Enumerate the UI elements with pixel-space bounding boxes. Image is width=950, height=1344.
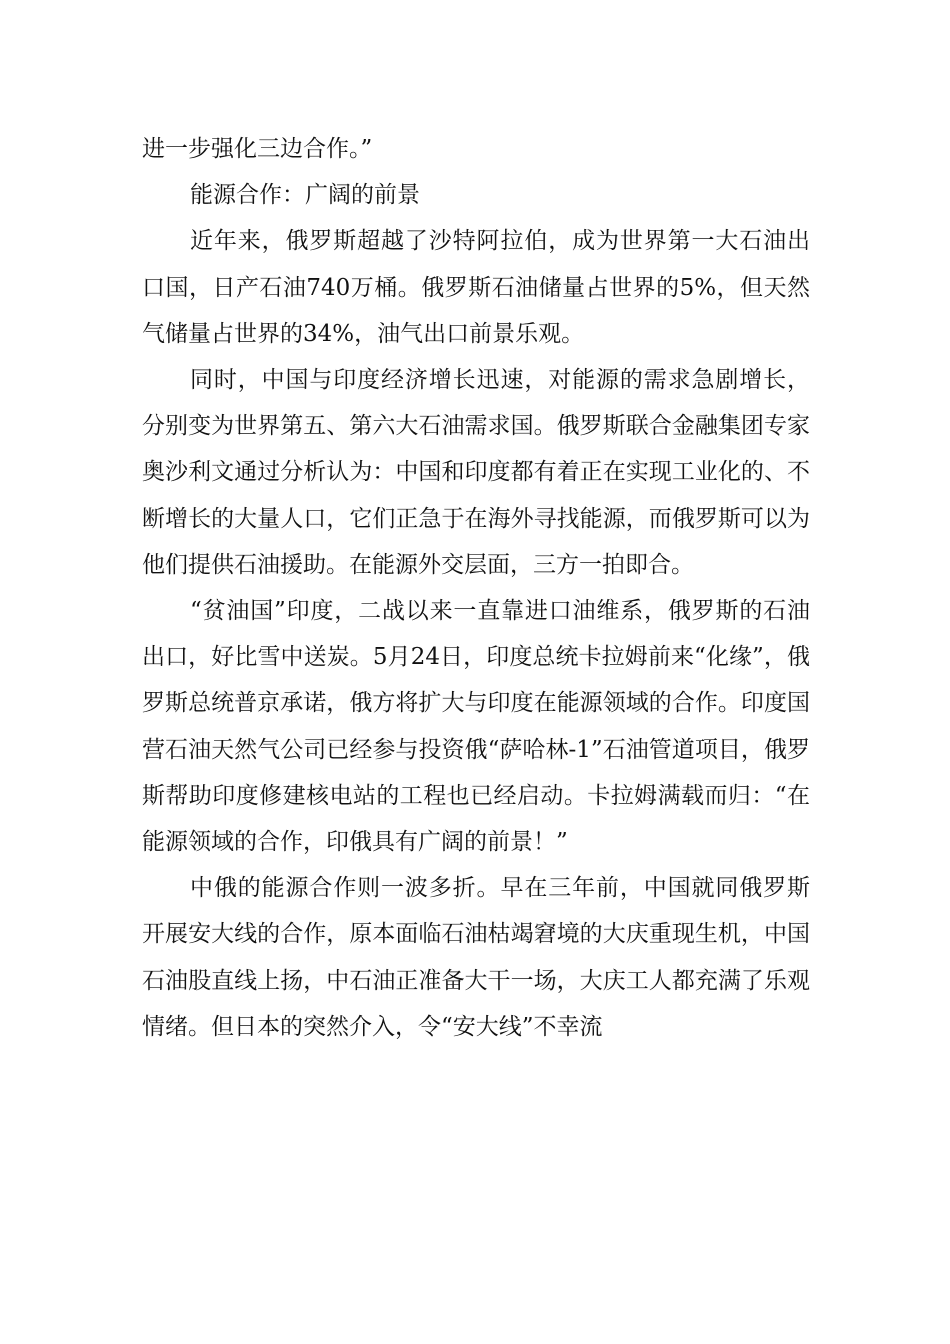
paragraph-continuation: 进一步强化三边合作。” [142, 136, 373, 162]
paragraph: 同时，中国与印度经济增长迅速，对能源的需求急剧增长，分别变为世界第五、第六大石油需求国。俄罗斯联合金融集团专家奥沙利文通过分析认为：中国和印度都有着正在实现工业化的、不断增长的大量人口，它们正急于在海外寻找能源，而俄罗斯可以为他们提供石油援助。在能源外交层面，三方一拍即合。 [142, 367, 810, 578]
paragraph: 中俄的能源合作则一波多折。早在三年前，中国就同俄罗斯开展安大线的合作，原本面临石油枯竭窘境的大庆重现生机，中国石油股直线上扬，中石油正准备大干一场，大庆工人都充满了乐观情绪。但日本的突然介入，令“安大线”不幸流 [142, 875, 810, 1040]
paragraph: “贫油国”印度，二战以来一直靠进口油维系，俄罗斯的石油出口，好比雪中送炭。5月24日，印度总统卡拉姆前来“化缘”，俄罗斯总统普京承诺，俄方将扩大与印度在能源领域的合作。印度国营石油天然气公司已经参与投资俄“萨哈林-1”石油管道项目，俄罗斯帮助印度修建核电站的工程也已经启动。卡拉姆满载而归：“在能源领域的合作，印俄具有广阔的前景！” [142, 598, 810, 856]
paragraph: 近年来，俄罗斯超越了沙特阿拉伯，成为世界第一大石油出口国，日产石油740万桶。俄罗斯石油储量占世界的5%，但天然气储量占世界的34%，油气出口前景乐观。 [142, 228, 810, 347]
document-body [142, 126, 810, 1050]
section-heading: 能源合作：广阔的前景 [190, 182, 420, 209]
